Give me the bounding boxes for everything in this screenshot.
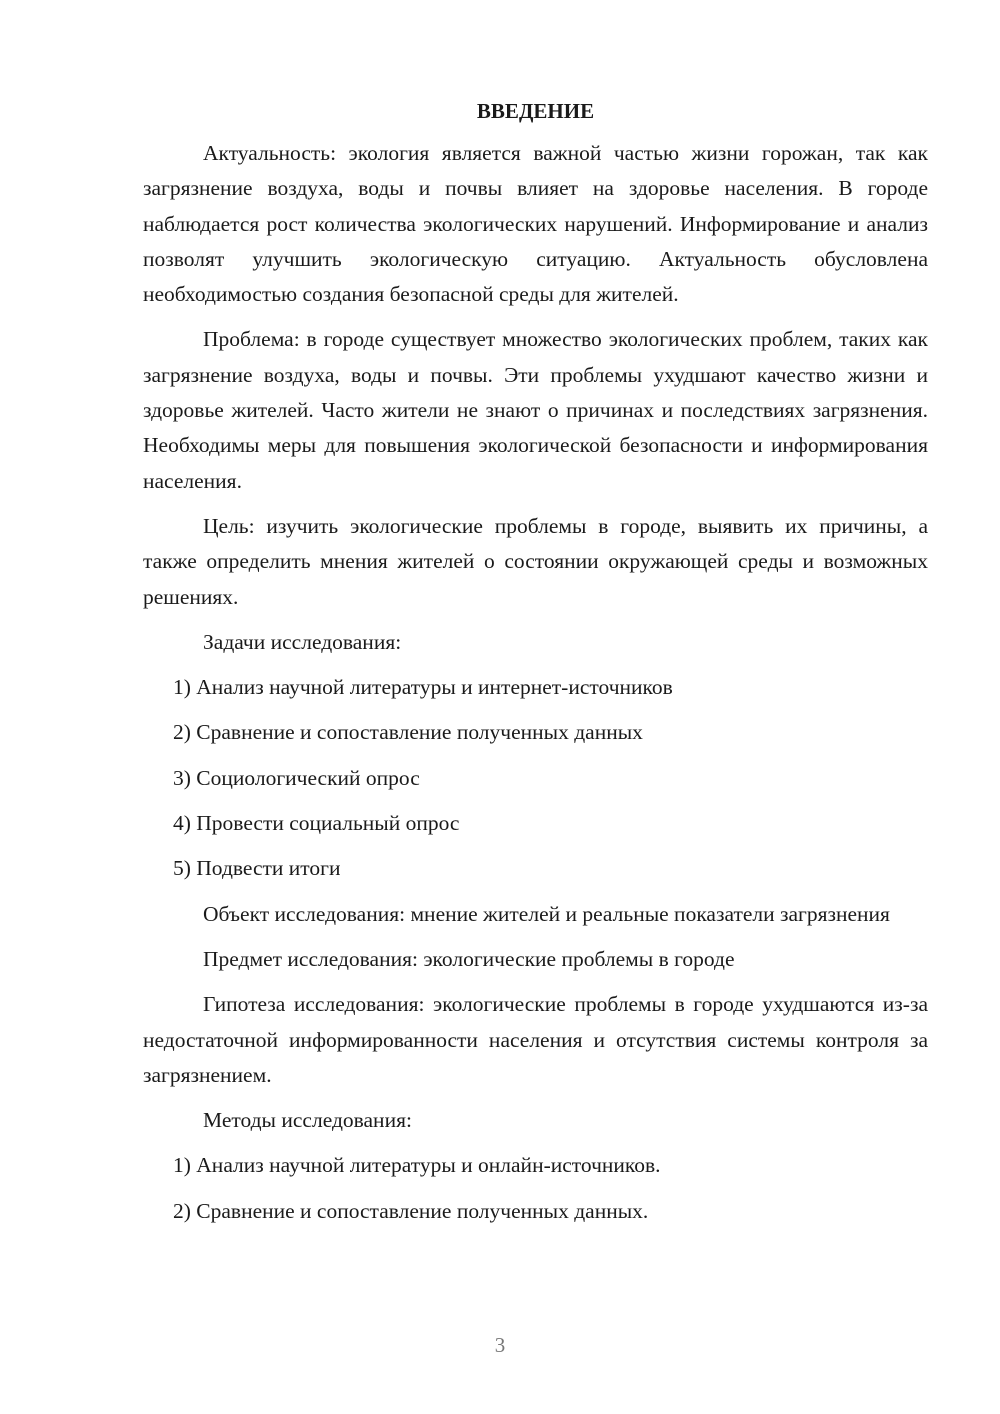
- list-item: 4) Провести социальный опрос: [173, 811, 460, 836]
- page-number: 3: [494, 1333, 506, 1357]
- list-item: 3) Социологический опрос: [173, 765, 420, 790]
- list-item: 1) Анализ научной литературы и интернет-источников: [173, 675, 673, 700]
- list-item: 2) Сравнение и сопоставление полученных данных: [173, 720, 643, 745]
- relevance-paragraph: Актуальность: экология является важной частью жизни горожан, так как загрязнение воздуха, воды и почвы влияет на здоровье населения. В городе наблюдается рост количества экологических нарушений. Информирование и анализ позволят улучшить экологическую ситуацию. Актуальность обусловлена необходимостью создания безопасной среды для жителей.: [143, 141, 928, 307]
- list-item: 1) Анализ научной литературы и онлайн-источников.: [173, 1153, 661, 1178]
- tasks-list: [143, 670, 928, 886]
- tasks-title: Задачи исследования:: [203, 629, 402, 654]
- problem-paragraph: Проблема: в городе существует множество экологических проблем, таких как загрязнение воздуха, воды и почвы. Эти проблемы ухудшают качество жизни и здоровье жителей. Часто жители не знают о причинах и последствиях загрязнения. Необходимы меры для повышения экологической безопасности и информирования населения.: [143, 327, 928, 493]
- methods-list: [143, 1148, 928, 1229]
- list-item: 5) Подвести итоги: [173, 856, 341, 881]
- subject-paragraph: Предмет исследования: экологические проблемы в городе: [203, 946, 735, 971]
- section-heading: ВВЕДЕНИЕ: [476, 99, 595, 123]
- list-item: 2) Сравнение и сопоставление полученных данных.: [173, 1198, 649, 1223]
- object-paragraph: Объект исследования: мнение жителей и реальные показатели загрязнения: [203, 901, 890, 926]
- hypothesis-paragraph: Гипотеза исследования: экологические проблемы в городе ухудшаются из-за недостаточной информированности населения и отсутствия системы контроля за загрязнением.: [143, 992, 928, 1087]
- methods-title: Методы исследования:: [203, 1108, 412, 1133]
- document-page: [143, 96, 928, 1239]
- goal-paragraph: Цель: изучить экологические проблемы в городе, выявить их причины, а также определить мнения жителей о состоянии окружающей среды и возможных решениях.: [143, 513, 928, 609]
